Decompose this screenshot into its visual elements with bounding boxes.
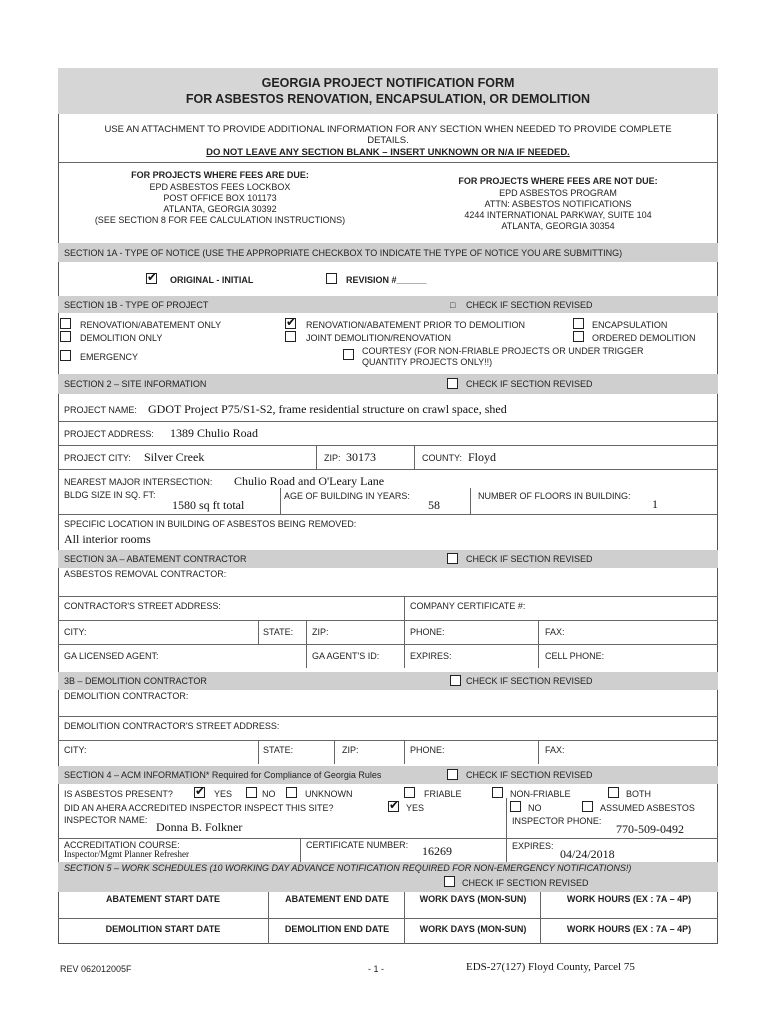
3b-fax-label: FAX: <box>545 745 565 755</box>
reno-only-checkbox[interactable] <box>60 318 71 329</box>
zip-label: ZIP: <box>324 453 341 463</box>
zip-value[interactable]: 30173 <box>346 450 376 464</box>
form-title-line1: GEORGIA PROJECT NOTIFICATION FORM <box>261 76 515 90</box>
section-3b-header: 3B – DEMOLITION CONTRACTOR <box>64 676 207 686</box>
divider <box>258 740 259 764</box>
work-hours-label-2: WORK HOURS (EX : 7A – 4P) <box>566 924 692 934</box>
section-3a-revised-checkbox[interactable] <box>447 553 458 564</box>
emergency-label: EMERGENCY <box>80 352 139 362</box>
3a-zip-label: ZIP: <box>312 627 329 637</box>
section-4-revised-checkbox[interactable] <box>447 769 458 780</box>
section-4-header: SECTION 4 – ACM INFORMATION* Required for Compliance of Georgia Rules <box>64 770 382 780</box>
divider <box>58 716 718 717</box>
check-revised-icon: □ <box>450 300 456 310</box>
expires-label: EXPIRES: <box>512 841 554 851</box>
county-label: COUNTY: <box>422 453 463 463</box>
section-3a-revised: CHECK IF SECTION REVISED <box>466 554 593 564</box>
reno-prior-label: RENOVATION/ABATEMENT PRIOR TO DEMOLITION <box>306 320 526 330</box>
project-address-label: PROJECT ADDRESS: <box>64 429 154 439</box>
course-label: ACCREDITATION COURSE: <box>64 840 180 850</box>
cert-number-value[interactable]: 16269 <box>422 844 452 858</box>
divider <box>334 740 335 764</box>
original-checkbox[interactable] <box>146 273 157 284</box>
expires-value[interactable]: 04/24/2018 <box>560 847 615 861</box>
reno-only-label: RENOVATION/ABATEMENT ONLY <box>80 320 222 330</box>
abate-start-label: ABATEMENT START DATE <box>106 894 220 904</box>
encap-label: ENCAPSULATION <box>592 320 668 330</box>
section-2-revised-checkbox[interactable] <box>447 378 458 389</box>
project-city-label: PROJECT CITY: <box>64 453 131 463</box>
revision-checkbox[interactable] <box>326 273 337 284</box>
divider <box>58 596 718 597</box>
non-friable-checkbox[interactable] <box>492 787 503 798</box>
ordered-label: ORDERED DEMOLITION <box>592 333 696 343</box>
both-label: BOTH <box>626 789 652 799</box>
3a-city-label: CITY: <box>64 627 87 637</box>
divider <box>58 620 718 621</box>
project-city-value[interactable]: Silver Creek <box>144 450 205 464</box>
age-value[interactable]: 58 <box>428 498 440 512</box>
friable-label: FRIABLE <box>424 789 462 799</box>
3b-phone-label: PHONE: <box>410 745 445 755</box>
divider <box>58 445 718 446</box>
cell-phone-label: CELL PHONE: <box>545 651 605 661</box>
friable-checkbox[interactable] <box>404 787 415 798</box>
ahera-yes-checkbox[interactable] <box>388 801 399 812</box>
demo-only-label: DEMOLITION ONLY <box>80 333 163 343</box>
section-2-header: SECTION 2 – SITE INFORMATION <box>64 379 207 389</box>
form-title-line2: FOR ASBESTOS RENOVATION, ENCAPSULATION, OR DEMOLITION <box>185 92 591 106</box>
work-hours-label: WORK HOURS (EX : 7A – 4P) <box>566 894 692 904</box>
section-3b-revised: CHECK IF SECTION REVISED <box>466 676 593 686</box>
divider <box>58 162 718 163</box>
location-value[interactable]: All interior rooms <box>64 532 151 546</box>
work-days-label: WORK DAYS (MON-SUN) <box>419 894 527 904</box>
ahera-yes-label: YES <box>406 803 425 813</box>
demo-contractor-label: DEMOLITION CONTRACTOR: <box>64 691 189 701</box>
present-no-label: NO <box>262 789 276 799</box>
intersection-value[interactable]: Chulio Road and O'Leary Lane <box>234 474 385 488</box>
divider <box>258 620 259 644</box>
section-5-revised-checkbox[interactable] <box>444 876 455 887</box>
divider <box>506 798 507 864</box>
bldg-size-value[interactable]: 1580 sq ft total <box>172 498 245 512</box>
divider <box>58 740 718 741</box>
intro-line3: DO NOT LEAVE ANY SECTION BLANK – INSERT UNKNOWN OR N/A IF NEEDED. <box>206 147 570 158</box>
3a-state-label: STATE: <box>263 627 294 637</box>
section-2-revised: CHECK IF SECTION REVISED <box>466 379 593 389</box>
assumed-label: ASSUMED ASBESTOS <box>600 803 695 813</box>
title-band <box>58 68 718 114</box>
present-unknown-checkbox[interactable] <box>286 787 297 798</box>
assumed-checkbox[interactable] <box>582 801 593 812</box>
county-value[interactable]: Floyd <box>468 450 497 464</box>
courtesy-label-2: QUANTITY PROJECTS ONLY!!) <box>362 357 493 367</box>
footer-note: EDS-27(127) Floyd County, Parcel 75 <box>466 961 635 973</box>
section-3b-revised-checkbox[interactable] <box>450 675 461 686</box>
divider <box>58 421 718 422</box>
fees-not-due-line: EPD ASBESTOS PROGRAM <box>499 188 617 198</box>
project-name-value[interactable]: GDOT Project P75/S1-S2, frame residential structure on crawl space, shed <box>148 402 507 416</box>
3b-state-label: STATE: <box>263 745 294 755</box>
section-1a-header: SECTION 1A - TYPE OF NOTICE (USE THE APPROPRIATE CHECKBOX TO INDICATE THE TYPE OF NOTICE YOU ARE SUBMITTING) <box>64 248 623 258</box>
cert-number-label: CERTIFICATE NUMBER: <box>306 840 409 850</box>
section-5-revised: CHECK IF SECTION REVISED <box>462 878 589 888</box>
divider <box>58 469 718 470</box>
project-address-value[interactable]: 1389 Chulio Road <box>170 426 259 440</box>
revision-label: REVISION #______ <box>346 275 427 285</box>
courtesy-label-1: COURTESY (FOR NON-FRIABLE PROJECTS OR UNDER TRIGGER <box>362 346 644 356</box>
project-name-label: PROJECT NAME: <box>64 405 137 415</box>
3b-zip-label: ZIP: <box>342 745 359 755</box>
present-yes-label: YES <box>214 789 233 799</box>
company-cert-label: COMPANY CERTIFICATE #: <box>410 601 526 611</box>
original-label: ORIGINAL - INITIAL <box>170 275 254 285</box>
section-1b-revised: CHECK IF SECTION REVISED <box>466 300 593 310</box>
floors-value[interactable]: 1 <box>652 497 658 511</box>
inspector-name-label: INSPECTOR NAME: <box>64 815 148 825</box>
fees-not-due-line: ATLANTA, GEORGIA 30354 <box>501 221 615 231</box>
inspector-phone-label: INSPECTOR PHONE: <box>512 816 602 826</box>
fees-due-line: ATLANTA, GEORGIA 30392 <box>163 204 277 214</box>
fees-not-due-heading: FOR PROJECTS WHERE FEES ARE NOT DUE: <box>458 176 658 186</box>
ahera-no-label: NO <box>528 803 542 813</box>
both-checkbox[interactable] <box>608 787 619 798</box>
intro-line1: USE AN ATTACHMENT TO PROVIDE ADDITIONAL INFORMATION FOR ANY SECTION WHEN NEEDED TO PROVIDE COMPLETE <box>104 124 672 135</box>
fees-due-heading: FOR PROJECTS WHERE FEES ARE DUE: <box>131 170 309 180</box>
divider <box>306 620 307 644</box>
joint-checkbox[interactable] <box>285 331 296 342</box>
divider <box>300 838 301 864</box>
divider <box>538 740 539 764</box>
fees-not-due-line: 4244 INTERNATIONAL PARKWAY, SUITE 104 <box>464 210 652 220</box>
intersection-label: NEAREST MAJOR INTERSECTION: <box>64 477 213 487</box>
encap-checkbox[interactable] <box>573 318 584 329</box>
section-5-header: SECTION 5 – WORK SCHEDULES (10 WORKING DAY ADVANCE NOTIFICATION REQUIRED FOR NON-EMERGENCY NOTIFICATIONS!) <box>64 863 632 873</box>
joint-label: JOINT DEMOLITION/RENOVATION <box>306 333 452 343</box>
3b-city-label: CITY: <box>64 745 87 755</box>
ga-agent-id-label: GA AGENT'S ID: <box>312 651 380 661</box>
emergency-checkbox[interactable] <box>60 350 71 361</box>
ga-agent-label: GA LICENSED AGENT: <box>64 651 159 661</box>
fees-due-line: (SEE SECTION 8 FOR FEE CALCULATION INSTRUCTIONS) <box>94 215 346 225</box>
divider <box>404 596 405 620</box>
fees-not-due-line: ATTN: ASBESTOS NOTIFICATIONS <box>484 199 632 209</box>
fees-due-line: EPD ASBESTOS FEES LOCKBOX <box>149 182 291 192</box>
demo-end-label: DEMOLITION END DATE <box>284 924 390 934</box>
divider <box>306 644 307 668</box>
reno-prior-checkbox[interactable] <box>285 318 296 329</box>
inspector-name-value[interactable]: Donna B. Folkner <box>156 820 243 834</box>
location-label: SPECIFIC LOCATION IN BUILDING OF ASBESTOS BEING REMOVED: <box>64 519 357 529</box>
asbestos-present-label: IS ASBESTOS PRESENT? <box>64 789 173 799</box>
divider <box>414 445 415 469</box>
bldg-size-label: BLDG SIZE IN SQ. FT: <box>64 490 156 500</box>
3a-phone-label: PHONE: <box>410 627 445 637</box>
age-label: AGE OF BUILDING IN YEARS: <box>284 491 410 501</box>
removal-contractor-label: ASBESTOS REMOVAL CONTRACTOR: <box>64 569 227 579</box>
divider <box>58 918 718 919</box>
section-1b-header: SECTION 1B - TYPE OF PROJECT <box>64 300 209 310</box>
divider <box>58 514 718 515</box>
ahera-no-checkbox[interactable] <box>510 801 521 812</box>
demo-start-label: DEMOLITION START DATE <box>105 924 221 934</box>
divider <box>58 838 718 839</box>
demo-only-checkbox[interactable] <box>60 331 71 342</box>
divider <box>316 445 317 469</box>
present-yes-checkbox[interactable] <box>194 787 205 798</box>
footer-page: - 1 - <box>368 964 385 974</box>
ahera-label: DID AN AHERA ACCREDITED INSPECTOR INSPECT THIS SITE? <box>64 803 334 813</box>
section-4-revised: CHECK IF SECTION REVISED <box>466 770 593 780</box>
3a-fax-label: FAX: <box>545 627 565 637</box>
intro-line2: DETAILS. <box>367 135 409 146</box>
inspector-phone-value[interactable]: 770-509-0492 <box>616 822 684 836</box>
divider <box>280 488 281 514</box>
demo-street-label: DEMOLITION CONTRACTOR'S STREET ADDRESS: <box>64 721 280 731</box>
contractor-street-label: CONTRACTOR'S STREET ADDRESS: <box>64 601 221 611</box>
abate-end-label: ABATEMENT END DATE <box>285 894 389 904</box>
course-value[interactable]: Inspector/Mgmt Planner Refresher <box>64 849 189 859</box>
fees-due-line: POST OFFICE BOX 101173 <box>163 193 277 203</box>
divider <box>404 740 405 764</box>
present-no-checkbox[interactable] <box>246 787 257 798</box>
courtesy-checkbox[interactable] <box>343 349 354 360</box>
present-unknown-label: UNKNOWN <box>305 789 353 799</box>
floors-label: NUMBER OF FLOORS IN BUILDING: <box>478 491 631 501</box>
section-3a-header: SECTION 3A – ABATEMENT CONTRACTOR <box>64 554 247 564</box>
divider <box>58 644 718 645</box>
footer-rev: REV 062012005F <box>60 964 132 974</box>
non-friable-label: NON-FRIABLE <box>510 789 571 799</box>
ordered-checkbox[interactable] <box>573 331 584 342</box>
work-days-label-2: WORK DAYS (MON-SUN) <box>419 924 527 934</box>
divider <box>470 488 471 514</box>
3a-expires-label: EXPIRES: <box>410 651 452 661</box>
